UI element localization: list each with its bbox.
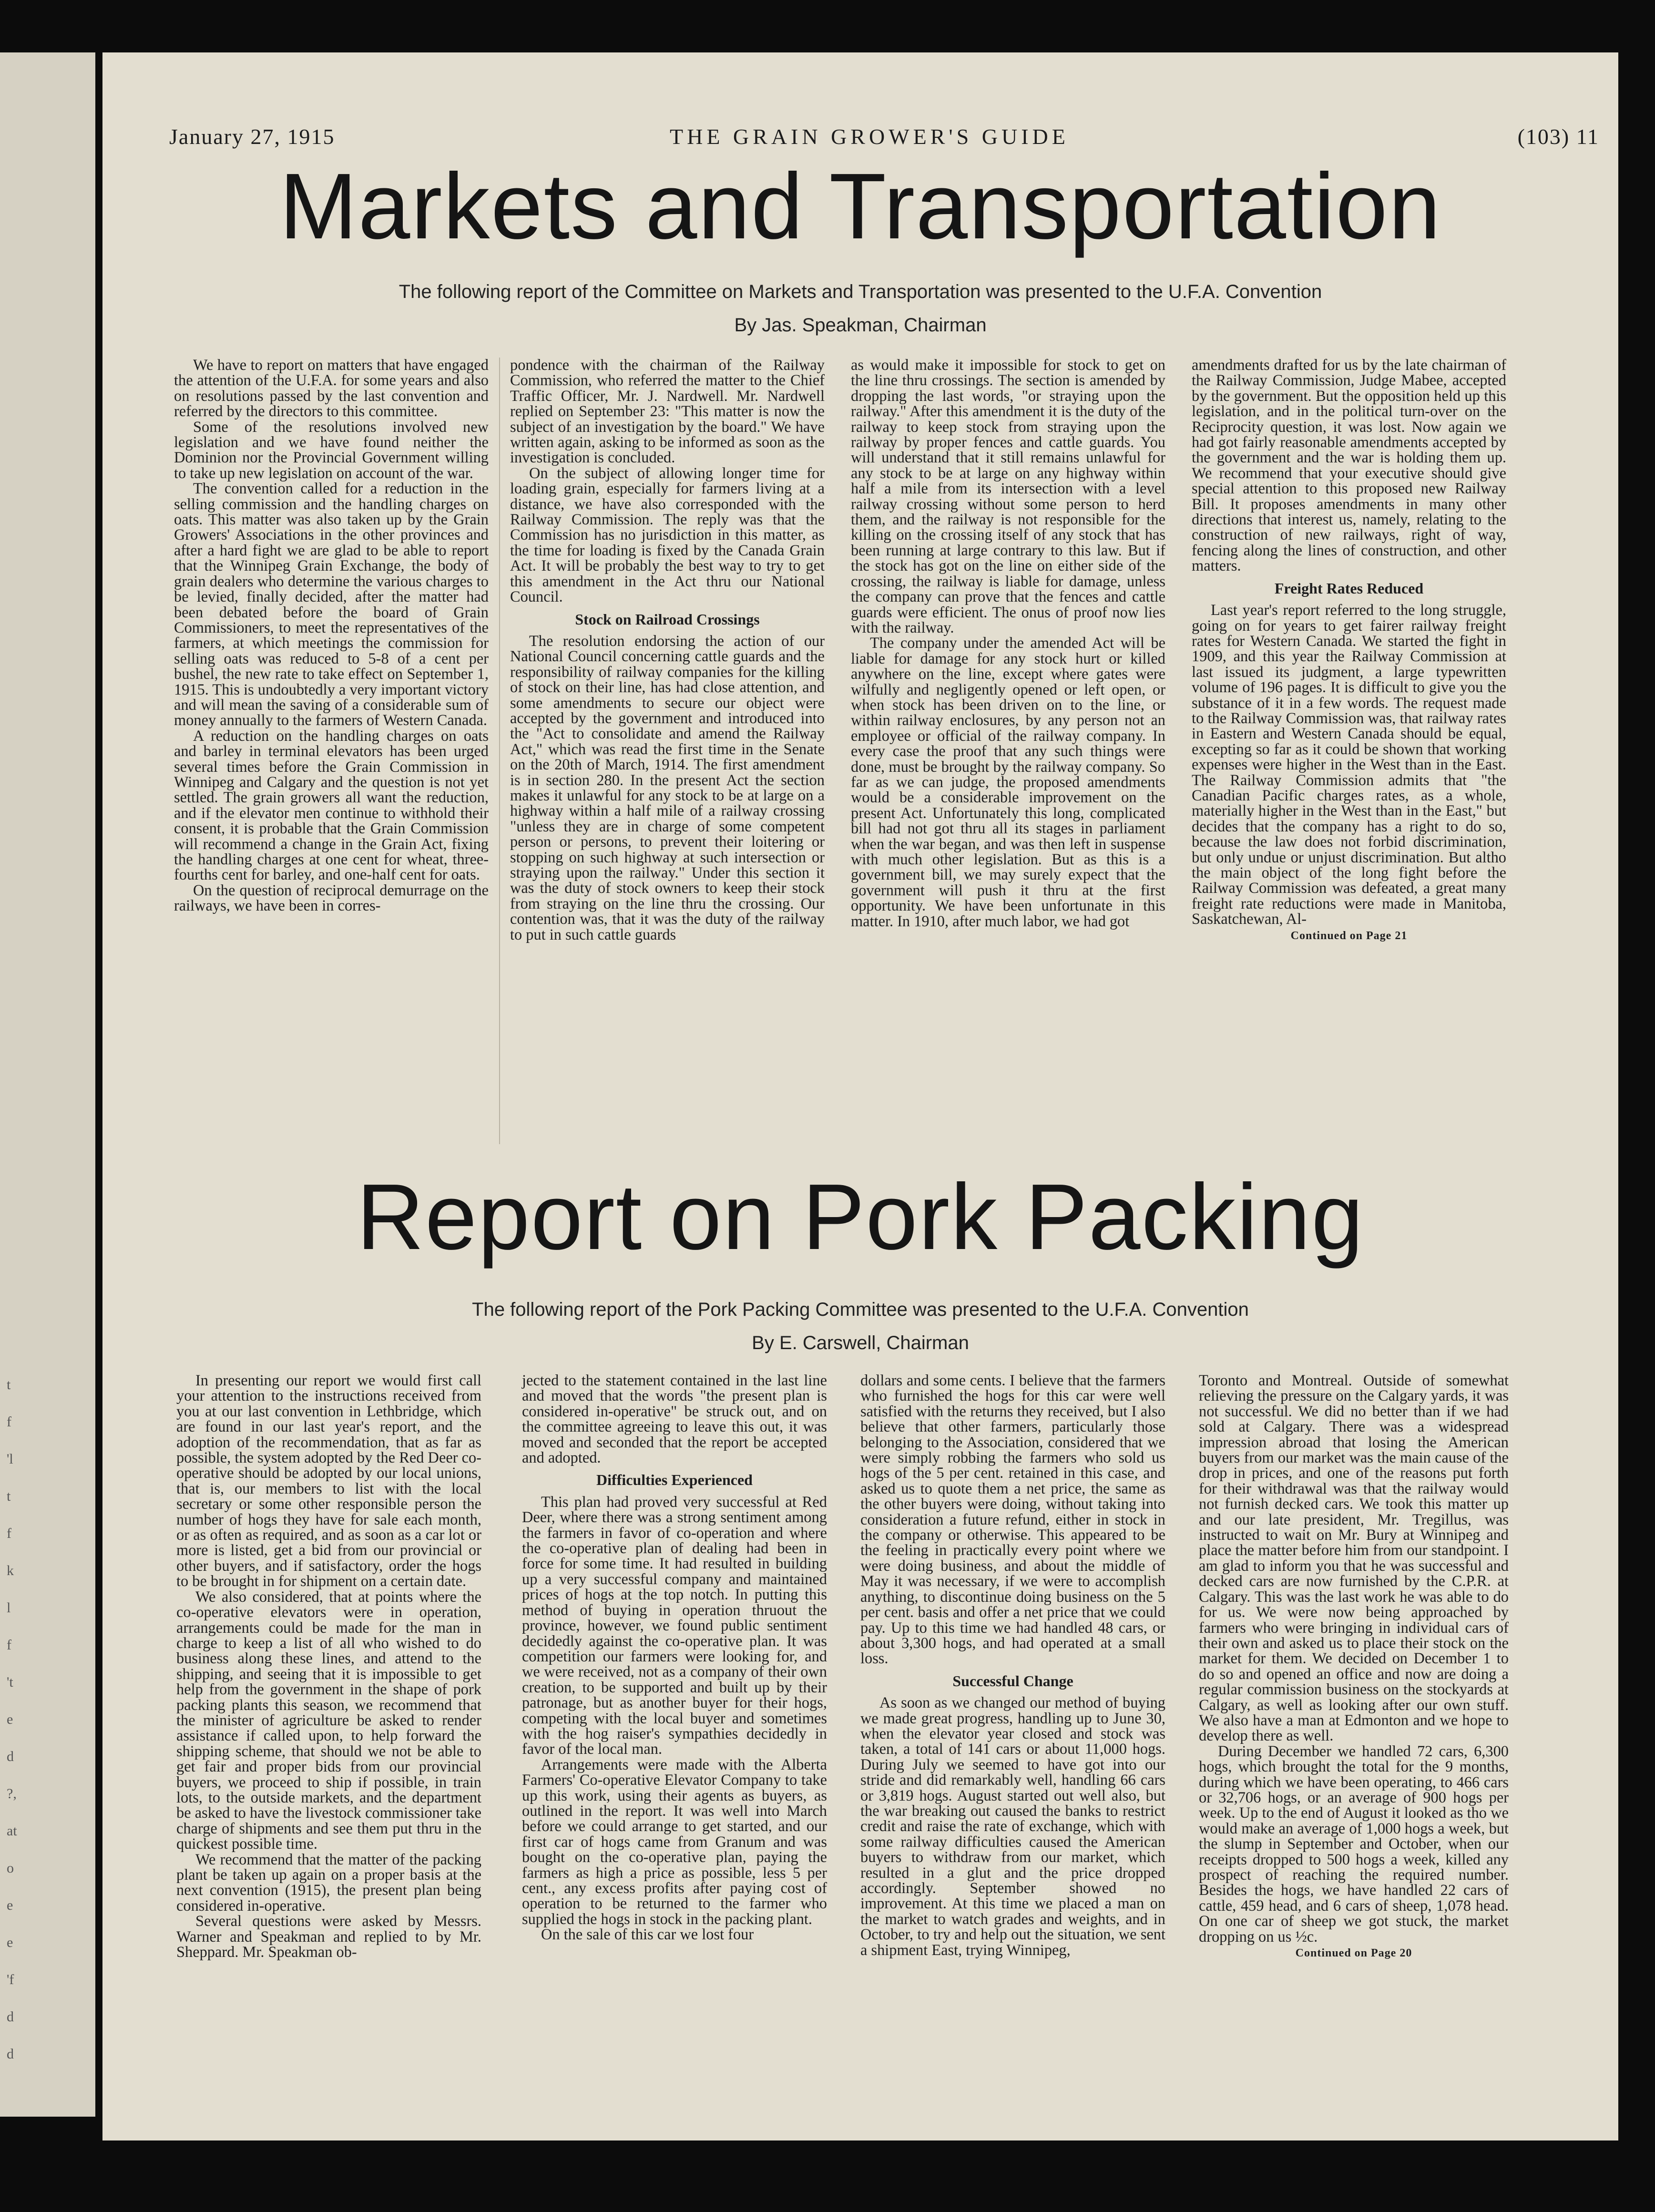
margin-fragment: o	[7, 1860, 14, 1876]
section-heading: Successful Change	[952, 1672, 1073, 1690]
margin-fragment: at	[7, 1823, 17, 1839]
margin-fragment: e	[7, 1935, 13, 1950]
markets-column-1	[174, 358, 489, 1144]
paragraph: as would make it impossible for stock to get on the line thru crossings. The section is amended by dropping the last words, "or straying upon the railway." After this amendment it is the duty of the railway to keep stock from straying upon the railway by proper fences and cattle guards. You will understand that it still remains unlawful for any stock to be at large on any highway within half a mile from its intersection with a level railway crossing without some person to herd them, and the railway is not responsible for the killing on the crossing itself of any stock that has been running at large contrary to this law. But if the stock has got on the line on either side of the crossing, the railway is liable for damage, unless the company can prove that the fences and cattle guards were efficient. The onus of proof now lies with the railway.	[851, 357, 1165, 636]
pork-column-4	[1199, 1373, 1509, 2107]
paragraph: As soon as we changed our method of buying we made great progress, handling up to June 30, when the elevator year closed and stock was taken, a total of 141 cars or about 11,000 hogs. During July we seemed to have got into our stride and did remarkably well, handling 66 cars or 3,819 hogs. August started out well also, but the war breaking out caused the banks to restrict credit and raise the rate of exchange, which with some railway difficulties caused the American buyers to withdraw from our market, which resulted in a glut and the price dropped accordingly. September showed no improvement. At this time we placed a man on the market to watch grades and weights, and in October, to try and help out the situation, we sent a shipment East, trying Winnipeg,	[860, 1694, 1165, 1959]
issue-date: January 27, 1915	[169, 124, 335, 149]
margin-fragment: f	[7, 1526, 11, 1541]
running-header	[169, 124, 1599, 153]
paragraph: During December we handled 72 cars, 6,300 hogs, which brought the total for the 9 months, during which we have been operating, to 466 cars or 32,706 hogs, or an average of 900 hogs per week. Up to the end of August it looked as tho we would make an average of 1,000 hogs a week, but the slump in September and October, when our receipts dropped to 500 hogs a week, killed any prospect of reaching the required number. Besides the hogs, we have handled 22 cars of cattle, 459 head, and 6 cars of sheep, 1,078 head. On one car of sheep we got stuck, the market dropping on us ½c.	[1199, 1742, 1509, 1946]
margin-fragment: d	[7, 1749, 14, 1764]
paragraph: Toronto and Montreal. Outside of somewhat relieving the pressure on the Calgary yards, it was not successful. We did no better than if we had sold at Calgary. There was a widespread impression abroad that losing the American buyers from our market was the main cause of the drop in prices, and one of the reasons put forth for their withdrawal was that the railway would not furnish decked cars. We took this matter up and our late president, Mr. Tregillus, was instructed to wait on Mr. Bury at Winnipeg and place the matter before him from our standpoint. I am glad to inform you that he was successful and decked cars are now furnished by the C.P.R. at Calgary. This was the last work he was able to do for us. We were now being approached by farmers who were bringing in individual cars of their own and asked us to place their stock on the market for them. We decided on December 1 to do so and opened an office and now are doing a regular commission business on the stockyards at Calgary, as well as looking after our own stuff. We also have a man at Edmonton and we hope to develop there as well.	[1199, 1372, 1509, 1745]
pork-column-2	[522, 1373, 827, 2107]
pork-article-byline: By E. Carswell, Chairman	[752, 1332, 969, 1353]
paragraph: On the sale of this car we lost four	[541, 1926, 754, 1944]
margin-fragment: d	[7, 2009, 14, 2025]
continued-note: Continued on Page 20	[1295, 1947, 1412, 1960]
pork-column-1	[176, 1373, 481, 2107]
paragraph: The resolution endorsing the action of our National Council concerning cattle guards and the responsibility of railway companies for the killing of stock on their line, has had close attention, and some amendments to secure our object were accepted by the government and introduced into the "Act to consolidate and amend the Railway Act," which was read the first time in the Senate on the 20th of March, 1914. The first amendment is in section 280. In the present Act the section makes it unlawful for any stock to be at large on a highway within a half mile of a railway crossing "unless they are in charge of some competent person or persons, to prevent their loitering or stopping on such highway at such intersection or straying upon the railway." Under this section it was the duty of stock owners to keep their stock from straying on the line thru the crossing. Our contention was, that it was the duty of the railway to put in such cattle guards	[510, 632, 825, 943]
pork-article-title: Report on Pork Packing	[357, 1165, 1364, 1269]
paragraph: Several questions were asked by Messrs. Warner and Speakman and replied to by Mr. Sheppard. Mr. Speakman ob-	[176, 1913, 481, 1961]
margin-fragment: e	[7, 1711, 13, 1727]
paragraph: This plan had proved very successful at Red Deer, where there was a strong sentiment among the farmers in favor of co-operation and where the co-operative plan of dealing had been in force for some time. It had resulted in building up a very successful company and maintained prices of hogs at the top notch. In putting this method of buying in operation thruout the province, however, we found public sentiment decidedly against the co-operative plan. It was competition our farmers were looking for, and we were received, not as a company of their own creation, to be supported and built up by their patronage, but as another buyer for their hogs, competing with the local buyer and sometimes with the hog raiser's sympathies decidedly in favor of the local man.	[522, 1493, 827, 1758]
paragraph: Arrangements were made with the Alberta Farmers' Co-operative Elevator Company to take up this work, using their agents as buyers, as outlined in the report. It was well into March before we could arrange to get started, and our first car of hogs came from Granum and was bought on the co-operative plan, paying the farmers as high a price as possible, less 5 per cent., any excess profits after paying cost of operation to be returned to the farmer who supplied the hogs in stock in the packing plant.	[522, 1756, 827, 1928]
margin-fragment: t	[7, 1488, 11, 1504]
paragraph: amendments drafted for us by the late chairman of the Railway Commission, Judge Mabee, accepted by the government. But the opposition held up this legislation, and in the political turn-over on the Reciprocity question, it was lost. Now again we had got fairly reasonable amendments accepted by the government and the war is holding them up. We recommend that your executive should give special attention to this proposed new Railway Bill. It proposes amendments in many other directions that interest us, namely, relating to the construction of new railways, right of way, fencing along the lines of construction, and other matters.	[1192, 357, 1506, 575]
page-number: (103) 11	[1517, 124, 1599, 149]
markets-article-byline: By Jas. Speakman, Chairman	[734, 315, 987, 336]
paragraph: jected to the statement contained in the last line and moved that the words "the present plan is considered in-operative" be struck out, and on the committee agreeing to leave this out, it was moved and seconded that the report be accepted and adopted.	[522, 1372, 827, 1467]
continued-note: Continued on Page 21	[1290, 929, 1408, 942]
journal-name: THE GRAIN GROWER'S GUIDE	[670, 124, 1069, 149]
paragraph: On the subject of allowing longer time for loading grain, especially for farmers living at a distance, we have also corresponded with the Railway Commission. The reply was that the Commission has no jurisdiction in this matter, as the time for loading is fixed by the Canada Grain Act. It will be probably the best way to try to get this amendment in the Act thru our National Council.	[510, 464, 825, 606]
markets-article-subtitle: The following report of the Committee on Markets and Transportation was presented to the U.F.A. Convention	[398, 281, 1322, 302]
section-heading: Freight Rates Reduced	[1274, 579, 1424, 597]
margin-fragment: 'l	[7, 1451, 13, 1467]
paragraph: The company under the amended Act will be liable for damage for any stock hurt or killed anywhere on the line, except where gates were wilfully and negligently opened or left open, or when stock has been driven on to the line, or within railway enclosures, by any person not an employee or official of the railway company. In every case the proof that any such things were done, must be brought by the railway company. So far as we can judge, the proposed amendments would be a considerable improvement on the present Act. Unfortunately this long, complicated bill had not got thru all its stages in parliament when the war began, and was then left in suspense with much other legislation. But as this is a government bill, we may surely expect that the government will push it thru at the first opportunity. We have been unfortunate in this matter. In 1910, after much labor, we had got	[851, 635, 1165, 930]
paragraph: dollars and some cents. I believe that the farmers who furnished the hogs for this car were well satisfied with the returns they received, but I also believe that other farmers, particularly those belonging to the Association, considered that we were simply robbing the farmers who sold us hogs of the 5 per cent. retained in this case, and asked us to quote them a net price, the same as the other buyers were doing, without taking into consideration a future refund, either in stock in the company or otherwise. This appeared to be the feeling in practically every point where we were doing business, and about the middle of May it was necessary, if we were to accomplish anything, to discontinue doing business on the 5 per cent. basis and offer a net price that we could pay. Up to this time we had handled 48 cars, or about 3,300 hogs, and had operated at a small loss.	[860, 1372, 1165, 1668]
paragraph: Some of the resolutions involved new legislation and we have found neither the Dominion nor the Provincial Government willing to take up new legislation on account of the war.	[174, 418, 489, 482]
pork-column-3	[860, 1373, 1165, 2107]
paragraph: On the question of reciprocal demurrage on the railways, we have been in corres-	[174, 881, 489, 915]
margin-fragment: 't	[7, 1674, 13, 1690]
paragraph: A reduction on the handling charges on oats and barley in terminal elevators has been urged several times before the Grain Commission in Winnipeg and Calgary and the question is not yet settled. The grain growers all want the reduction, and if the elevator men continue to withhold their consent, it is probable that the Grain Commission will recommend a change in the Grain Act, fixing the handling charges at one cent for wheat, three-fourths cent for barley, and one-half cent for oats.	[174, 727, 489, 884]
margin-fragment: k	[7, 1563, 14, 1578]
markets-article-title: Markets and Transportation	[279, 154, 1441, 258]
margin-fragment: e	[7, 1897, 13, 1913]
section-heading: Stock on Railroad Crossings	[575, 610, 760, 628]
paragraph: We recommend that the matter of the packing plant be taken up again on a proper basis at the next convention (1915), the present plan being considered in-operative.	[176, 1851, 481, 1915]
paragraph: pondence with the chairman of the Railway Commission, who referred the matter to the Chief Traffic Officer, Mr. J. Nardwell. Mr. Nardwell replied on September 23: "This matter is now the subject of an investigation by the board." We have written again, asking to be informed as soon as the investigation is concluded.	[510, 357, 825, 467]
section-heading: Difficulties Experienced	[596, 1471, 753, 1489]
margin-fragment: f	[7, 1414, 11, 1430]
markets-column-4	[1192, 358, 1506, 1144]
margin-fragment: f	[7, 1637, 11, 1653]
paragraph: We have to report on matters that have engaged the attention of the U.F.A. for some years and also on resolutions passed by the last convention and referred by the directors to this committee.	[174, 357, 489, 420]
pork-article-subtitle: The following report of the Pork Packing Committee was presented to the U.F.A. Convention	[472, 1299, 1249, 1320]
column-divider	[499, 358, 500, 1144]
margin-fragment: 'f	[7, 1972, 14, 1987]
margin-fragment: d	[7, 2046, 14, 2062]
paragraph: In presenting our report we would first call your attention to the instructions received from you at our last convention in Lethbridge, which are found in our last year's report, and the adoption of the recommendation, that as far as possible, the system adopted by the Red Deer co-operative should be adopted by our local unions, that is, our members to list with the local secretary or some other responsible person the number of hogs they have for sale each month, or as often as required, and as soon as a car lot or more is listed, get a bid from our provincial or other buyers, and if satisfactory, order the hogs to be brought in for shipment on a certain date.	[176, 1372, 481, 1590]
newspaper-page	[102, 52, 1618, 2140]
paragraph: The convention called for a reduction in the selling commission and the handling charges on oats. This matter was also taken up by the Grain Growers' Associations in the other provinces and after a hard fight we are glad to be able to report that the Winnipeg Grain Exchange, the body of grain dealers who determine the various charges to be levied, finally decided, after the matter had been debated before the board of Grain Commissioners, to meet the representatives of the farmers, at which meetings the commission for selling oats was reduced to 5-8 of a cent per bushel, the new rate to take effect on September 1, 1915. This is undoubtedly a very important victory and will mean the saving of a considerable sum of money annually to the farmers of Western Canada.	[174, 480, 489, 729]
markets-column-3	[851, 358, 1165, 1144]
previous-page-margin-strip	[0, 52, 95, 2117]
markets-column-2	[510, 358, 825, 1144]
paragraph: We also considered, that at points where the co-operative elevators were in operation, arrangements could be made for the man in charge to keep a list of all who wished to do business along these lines, and attend to the shipping, and seeing that it is impossible to get help from the government in the shape of pork packing plants this season, we recommend that the minister of agriculture be asked to render assistance if called upon, to help forward the shipping scheme, that should we not be able to get fair and proper bids from our provincial buyers, we proceed to ship if possible, in train lots, to the outside markets, and the department be asked to have the livestock commissioner take charge of shipments and see them put thru in the quickest possible time.	[176, 1588, 481, 1853]
margin-fragment: l	[7, 1600, 11, 1616]
margin-fragment: ?,	[7, 1786, 17, 1802]
paragraph: Last year's report referred to the long struggle, going on for years to get fairer railway freight rates for Western Canada. We started the fight in 1909, and this year the Railway Commission at last issued its judgment, a large typewritten volume of 196 pages. It is difficult to give you the substance of it in a few words. The request made to the Railway Commission was, that railway rates in Eastern and Western Canada should be equal, excepting so far as it could be shown that working expenses were higher in the West than in the East. The Railway Commission admits that "the Canadian Pacific charges rates, as a whole, materially higher in the West than in the East," but decides that the company has a right to do so, because the law does not forbid discrimination, but only undue or unjust discrimination. But altho the main object of the long fight before the Railway Commission was defeated, a great many freight rate reductions were made in Manitoba, Saskatchewan, Al-	[1192, 602, 1506, 928]
margin-fragment: t	[7, 1377, 11, 1393]
